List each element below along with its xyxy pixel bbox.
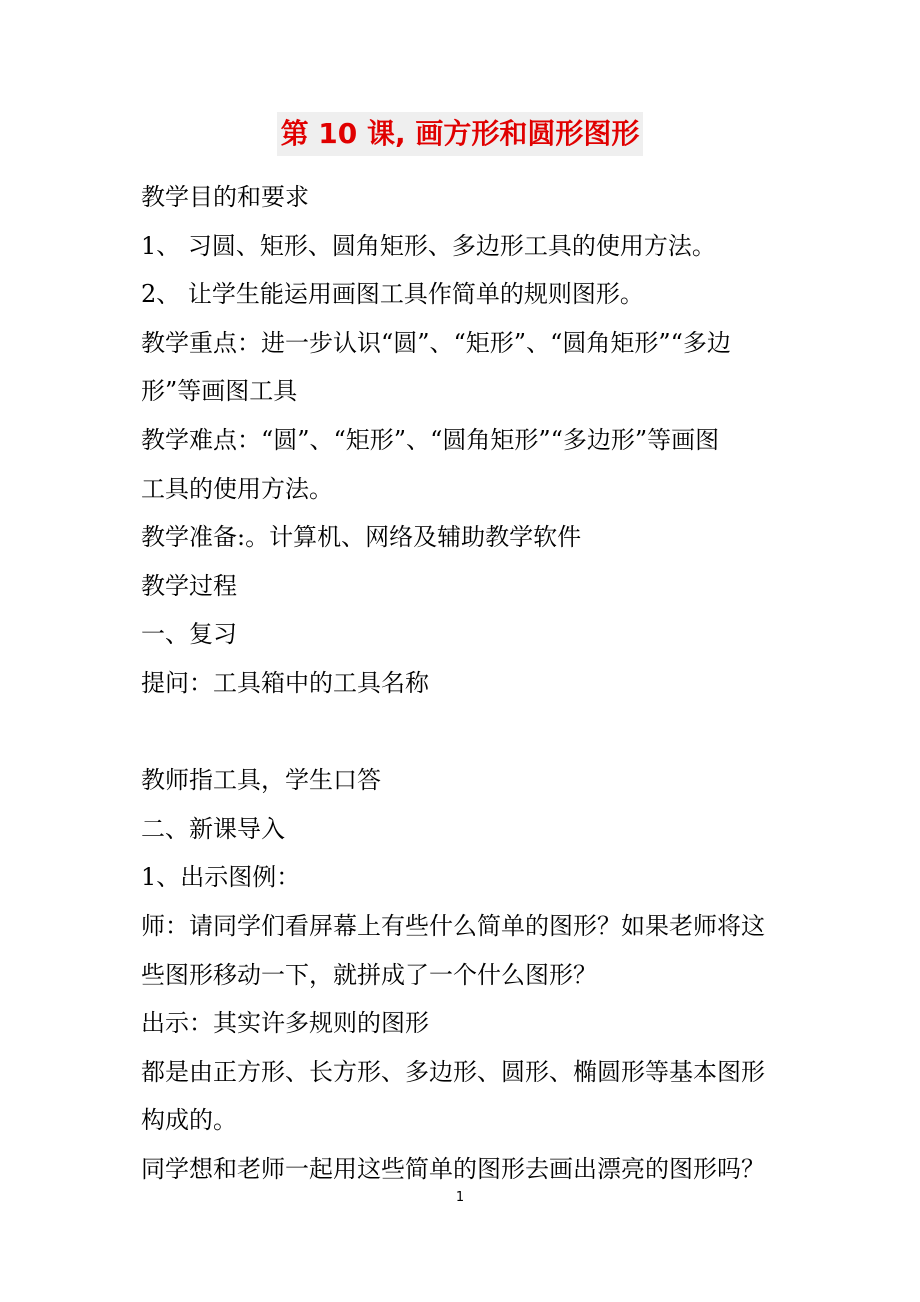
paragraph-line: 形”等画图工具 xyxy=(141,377,298,406)
paragraph-line: 教学过程 xyxy=(141,571,237,600)
paragraph-line: 提问：工具箱中的工具名称 xyxy=(141,668,429,697)
paragraph-line: 工具的使用方法。 xyxy=(141,474,333,503)
paragraph-line: 教师指工具，学生口答 xyxy=(141,766,381,795)
document-title: 第 10 课, 画方形和圆形图形 xyxy=(277,112,644,156)
page-number: 1 xyxy=(455,1190,465,1205)
paragraph-line: 都是由正方形、长方形、多边形、圆形、椭圆形等基本图形 xyxy=(141,1057,765,1086)
paragraph-line: 1、出示图例： xyxy=(141,863,301,892)
document-body xyxy=(141,173,791,1193)
paragraph-line: 教学重点：进一步认识“圆”、“矩形”、“圆角矩形”“多边 xyxy=(141,328,731,357)
paragraph-line: 1、 习圆、矩形、圆角矩形、多边形工具的使用方法。 xyxy=(141,231,716,260)
paragraph-line: 出示：其实许多规则的图形 xyxy=(141,1009,429,1038)
paragraph-line: 一、复习 xyxy=(141,620,237,649)
paragraph-line: 师：请同学们看屏幕上有些什么简单的图形？如果老师将这 xyxy=(141,911,765,940)
paragraph-line: 二、新课导入 xyxy=(141,814,285,843)
paragraph-line: 构成的。 xyxy=(141,1106,237,1135)
paragraph-line: 教学准备:。计算机、网络及辅助教学软件 xyxy=(141,523,582,552)
paragraph-line: 同学想和老师一起用这些简单的图形去画出漂亮的图形吗？ xyxy=(141,1154,765,1183)
title-wrapper xyxy=(0,112,920,156)
paragraph-line: 教学目的和要求 xyxy=(141,183,309,211)
paragraph-line: 2、 让学生能运用画图工具作简单的规则图形。 xyxy=(141,280,644,309)
paragraph-line: 教学难点：“圆”、“矩形”、“圆角矩形”“多边形”等画图 xyxy=(141,425,720,454)
blank-line xyxy=(141,708,791,757)
paragraph-line: 些图形移动一下，就拼成了一个什么图形？ xyxy=(141,960,597,989)
